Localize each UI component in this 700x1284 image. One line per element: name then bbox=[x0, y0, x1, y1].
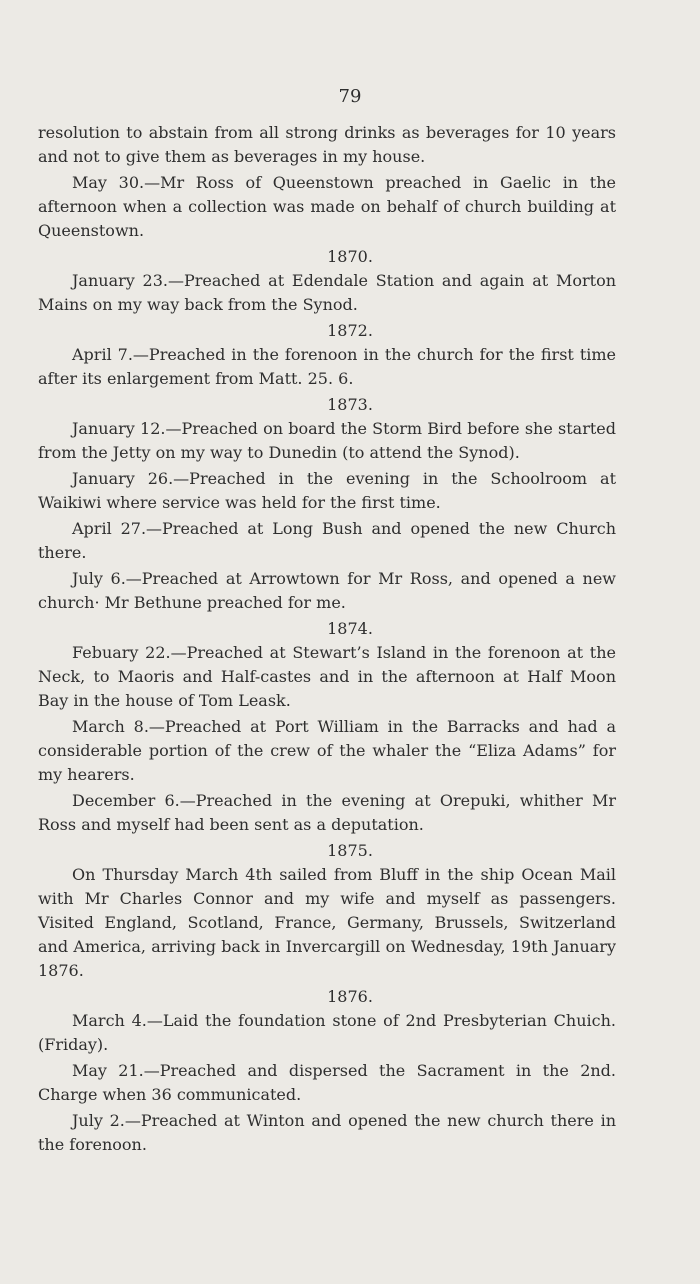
year-heading: 1872. bbox=[327, 321, 373, 340]
diary-entry: December 6.—Preached in the evening at Orepuki, whither Mr Ross and myself had been sent as a deputation. bbox=[38, 791, 616, 834]
diary-entry: resolution to abstain from all strong drinks as beverages for 10 years and not to give them as beverages in my house. bbox=[38, 123, 616, 166]
diary-entry: July 2.—Preached at Winton and opened the new church there in the forenoon. bbox=[38, 1111, 616, 1154]
year-heading: 1873. bbox=[327, 395, 373, 414]
year-heading: 1876. bbox=[327, 987, 373, 1006]
diary-entry: May 30.—Mr Ross of Queenstown preached in Gaelic in the afternoon when a collection was made on behalf of church building at Queenstown. bbox=[38, 173, 616, 240]
diary-entry: March 4.—Laid the foundation stone of 2nd Presbyterian Chuich. (Friday). bbox=[38, 1011, 616, 1054]
diary-entry: On Thursday March 4th sailed from Bluff in the ship Ocean Mail with Mr Charles Connor and my wife and myself as passengers. Visited England, Scotland, France, Germany, Brussels, Switzerland and America, arriving back in Invercargill on Wednesday, 19th January 1876. bbox=[38, 865, 616, 980]
diary-entry: January 26.—Preached in the evening in the Schoolroom at Waikiwi where service was held for the first time. bbox=[38, 469, 616, 512]
year-heading: 1874. bbox=[327, 619, 373, 638]
year-heading: 1875. bbox=[327, 841, 373, 860]
diary-entry: January 12.—Preached on board the Storm Bird before she started from the Jetty on my way to Dunedin (to attend the Synod). bbox=[38, 419, 616, 462]
year-heading: 1870. bbox=[327, 247, 373, 266]
diary-entry: May 21.—Preached and dispersed the Sacrament in the 2nd. Charge when 36 communicated. bbox=[38, 1061, 616, 1104]
diary-entry: Febuary 22.—Preached at Stewart’s Island in the forenoon at the Neck, to Maoris and Half-castes and in the afternoon at Half Moon Bay in the house of Tom Leask. bbox=[38, 643, 616, 710]
diary-entry: April 27.—Preached at Long Bush and opened the new Church there. bbox=[38, 519, 616, 562]
diary-entry: January 23.—Preached at Edendale Station and again at Morton Mains on my way back from the Synod. bbox=[38, 271, 616, 314]
diary-entry: July 6.—Preached at Arrowtown for Mr Ross, and opened a new church· Mr Bethune preached for me. bbox=[38, 569, 616, 612]
page-number: 79 bbox=[338, 86, 362, 107]
diary-entry: April 7.—Preached in the forenoon in the church for the first time after its enlargement from Matt. 25. 6. bbox=[38, 345, 616, 388]
diary-entry: March 8.—Preached at Port William in the Barracks and had a considerable portion of the crew of the whaler the “Eliza Adams” for my hearers. bbox=[38, 717, 616, 784]
body-text bbox=[38, 121, 616, 1157]
